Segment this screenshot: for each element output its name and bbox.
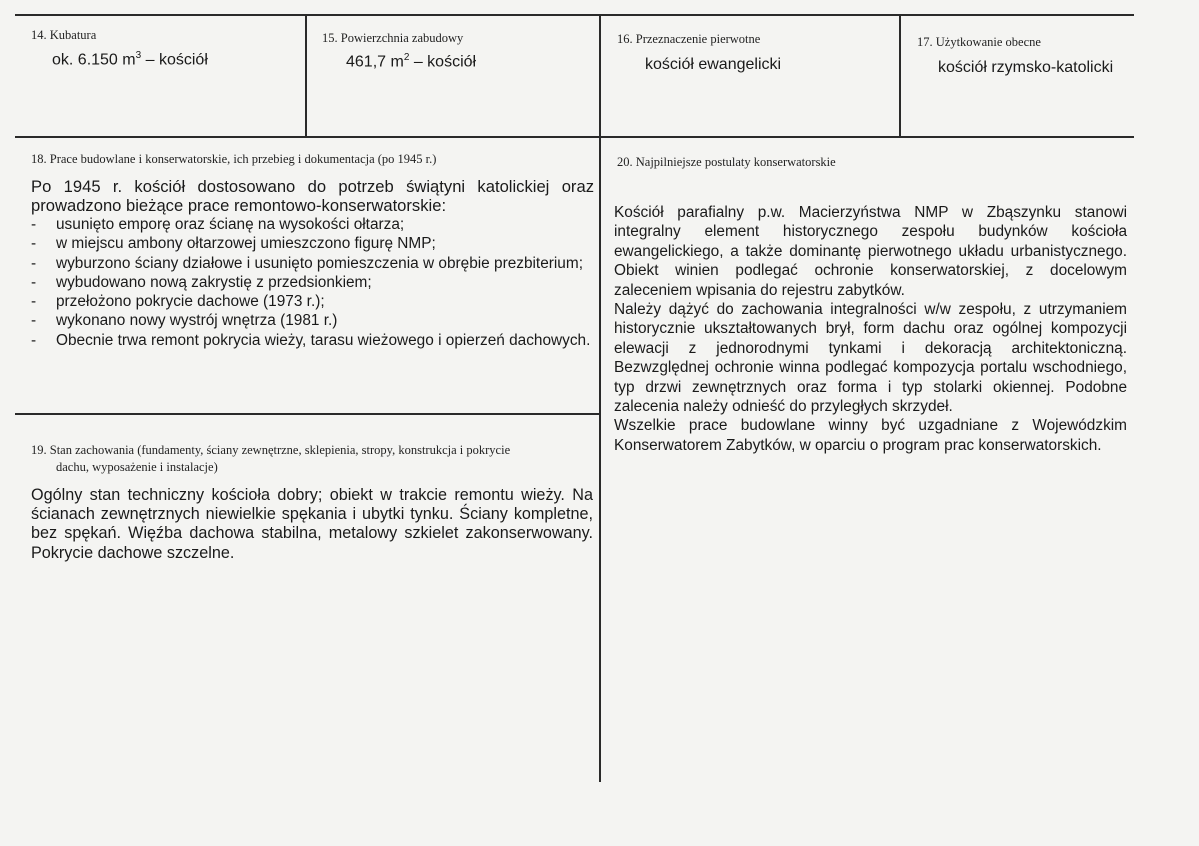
list-item: - usunięto emporę oraz ścianę na wysokości ołtarza;: [31, 215, 594, 234]
col-divider-16-17: [899, 14, 901, 137]
top-border: [15, 14, 1134, 16]
row-divider-2: [15, 413, 600, 415]
field-20-paragraph: Kościół parafialny p.w. Macierzyństwa NMP w Zbąszynku stanowi integralny element historycznego zespołu budynków kościoła ewangelickiego, a także dominantę pierwotnego układu urbanistycznego. Obiekt winien podlegać ochronie konserwatorskiej, z docelowym zaleceniem wpisania do rejestru zabytków.: [614, 204, 1127, 299]
field-16-value: kościół ewangelicki: [645, 56, 782, 73]
list-item: - wyburzono ściany działowe i usunięto pomieszczenia w obrębie prezbiterium;: [31, 254, 594, 273]
field-14-value-sup: 3: [135, 50, 142, 61]
field-15-label: 15. Powierzchnia zabudowy: [322, 31, 464, 45]
field-17-value: kościół rzymsko-katolicki: [938, 59, 1114, 76]
field-14-label: 14. Kubatura: [31, 28, 97, 42]
field-18-label: 18. Prace budowlane i konserwatorskie, ich przebieg i dokumentacja (po 1945 r.): [31, 152, 437, 166]
field-15-value-suffix: – kościół: [409, 53, 477, 71]
field-18-body: [31, 177, 594, 350]
field-14-value-suffix: – kościół: [141, 51, 208, 69]
field-20-paragraph: Wszelkie prace budowlane winny być uzgadniane z Wojewódzkim Konserwatorem Zabytków, w oparciu o program prac konserwatorskich.: [614, 417, 1127, 454]
field-15-value-main: 461,7 m: [346, 53, 404, 71]
field-17-label: 17. Użytkowanie obecne: [917, 35, 1041, 49]
field-19-label-line2: dachu, wyposażenie i instalacje): [56, 460, 218, 474]
field-19-label: [31, 442, 596, 476]
list-item: - wybudowano nową zakrystię z przedsionkiem;: [31, 273, 594, 292]
list-item: - wykonano nowy wystrój wnętrza (1981 r.): [31, 311, 594, 330]
field-20-label: 20. Najpilniejsze postulaty konserwatorskie: [617, 155, 836, 169]
col-divider-14-15: [305, 14, 307, 137]
row-divider-1: [15, 136, 1134, 138]
field-15-value: [346, 52, 476, 71]
field-18-list: [31, 215, 594, 350]
field-19-body: Ogólny stan techniczny kościoła dobry; obiekt w trakcie remontu wieży. Na ścianach zewnętrznych niewielkie spękania i ubytki tynku. Ściany kompletne, bez spękań. Więźba dachowa stabilna, metalowy szkielet zakonserwowany. Pokrycie dachowe szczelne.: [31, 486, 593, 562]
field-20-paragraph: Należy dążyć do zachowania integralności w/w zespołu, z utrzymaniem historycznie ukształtowanych brył, form dachu oraz ogólnej kompozycji elewacji z jednorodnymi tynkami i dekoracją architektoniczną. Bezwzględnej ochronie winna podlegać kompozycja portalu wschodniego, typ drzwi zewnętrznych oraz forma i typ stolarki okiennej. Podobne zalecenia należy odnieść do przyległych skrzydeł.: [614, 301, 1127, 416]
col-divider-main: [599, 14, 601, 782]
field-18-intro: Po 1945 r. kościół dostosowano do potrzeb świątyni katolickiej oraz prowadzono bieżące prace remontowo-konserwatorskie:: [31, 177, 594, 215]
field-14-value-main: ok. 6.150 m: [52, 51, 136, 69]
list-item: - Obecnie trwa remont pokrycia wieży, tarasu wieżowego i opierzeń dachowych.: [31, 331, 594, 350]
list-item: - przełożono pokrycie dachowe (1973 r.);: [31, 292, 594, 311]
field-20-body: [614, 203, 1127, 455]
list-item: - w miejscu ambony ołtarzowej umieszczono figurę NMP;: [31, 234, 594, 253]
field-16-label: 16. Przeznaczenie pierwotne: [617, 32, 761, 46]
field-15-value-sup: 2: [403, 52, 410, 63]
field-14-value: [52, 50, 208, 69]
field-19-label-line1: 19. Stan zachowania (fundamenty, ściany zewnętrzne, sklepienia, stropy, konstrukcja i pokrycie: [31, 443, 511, 457]
